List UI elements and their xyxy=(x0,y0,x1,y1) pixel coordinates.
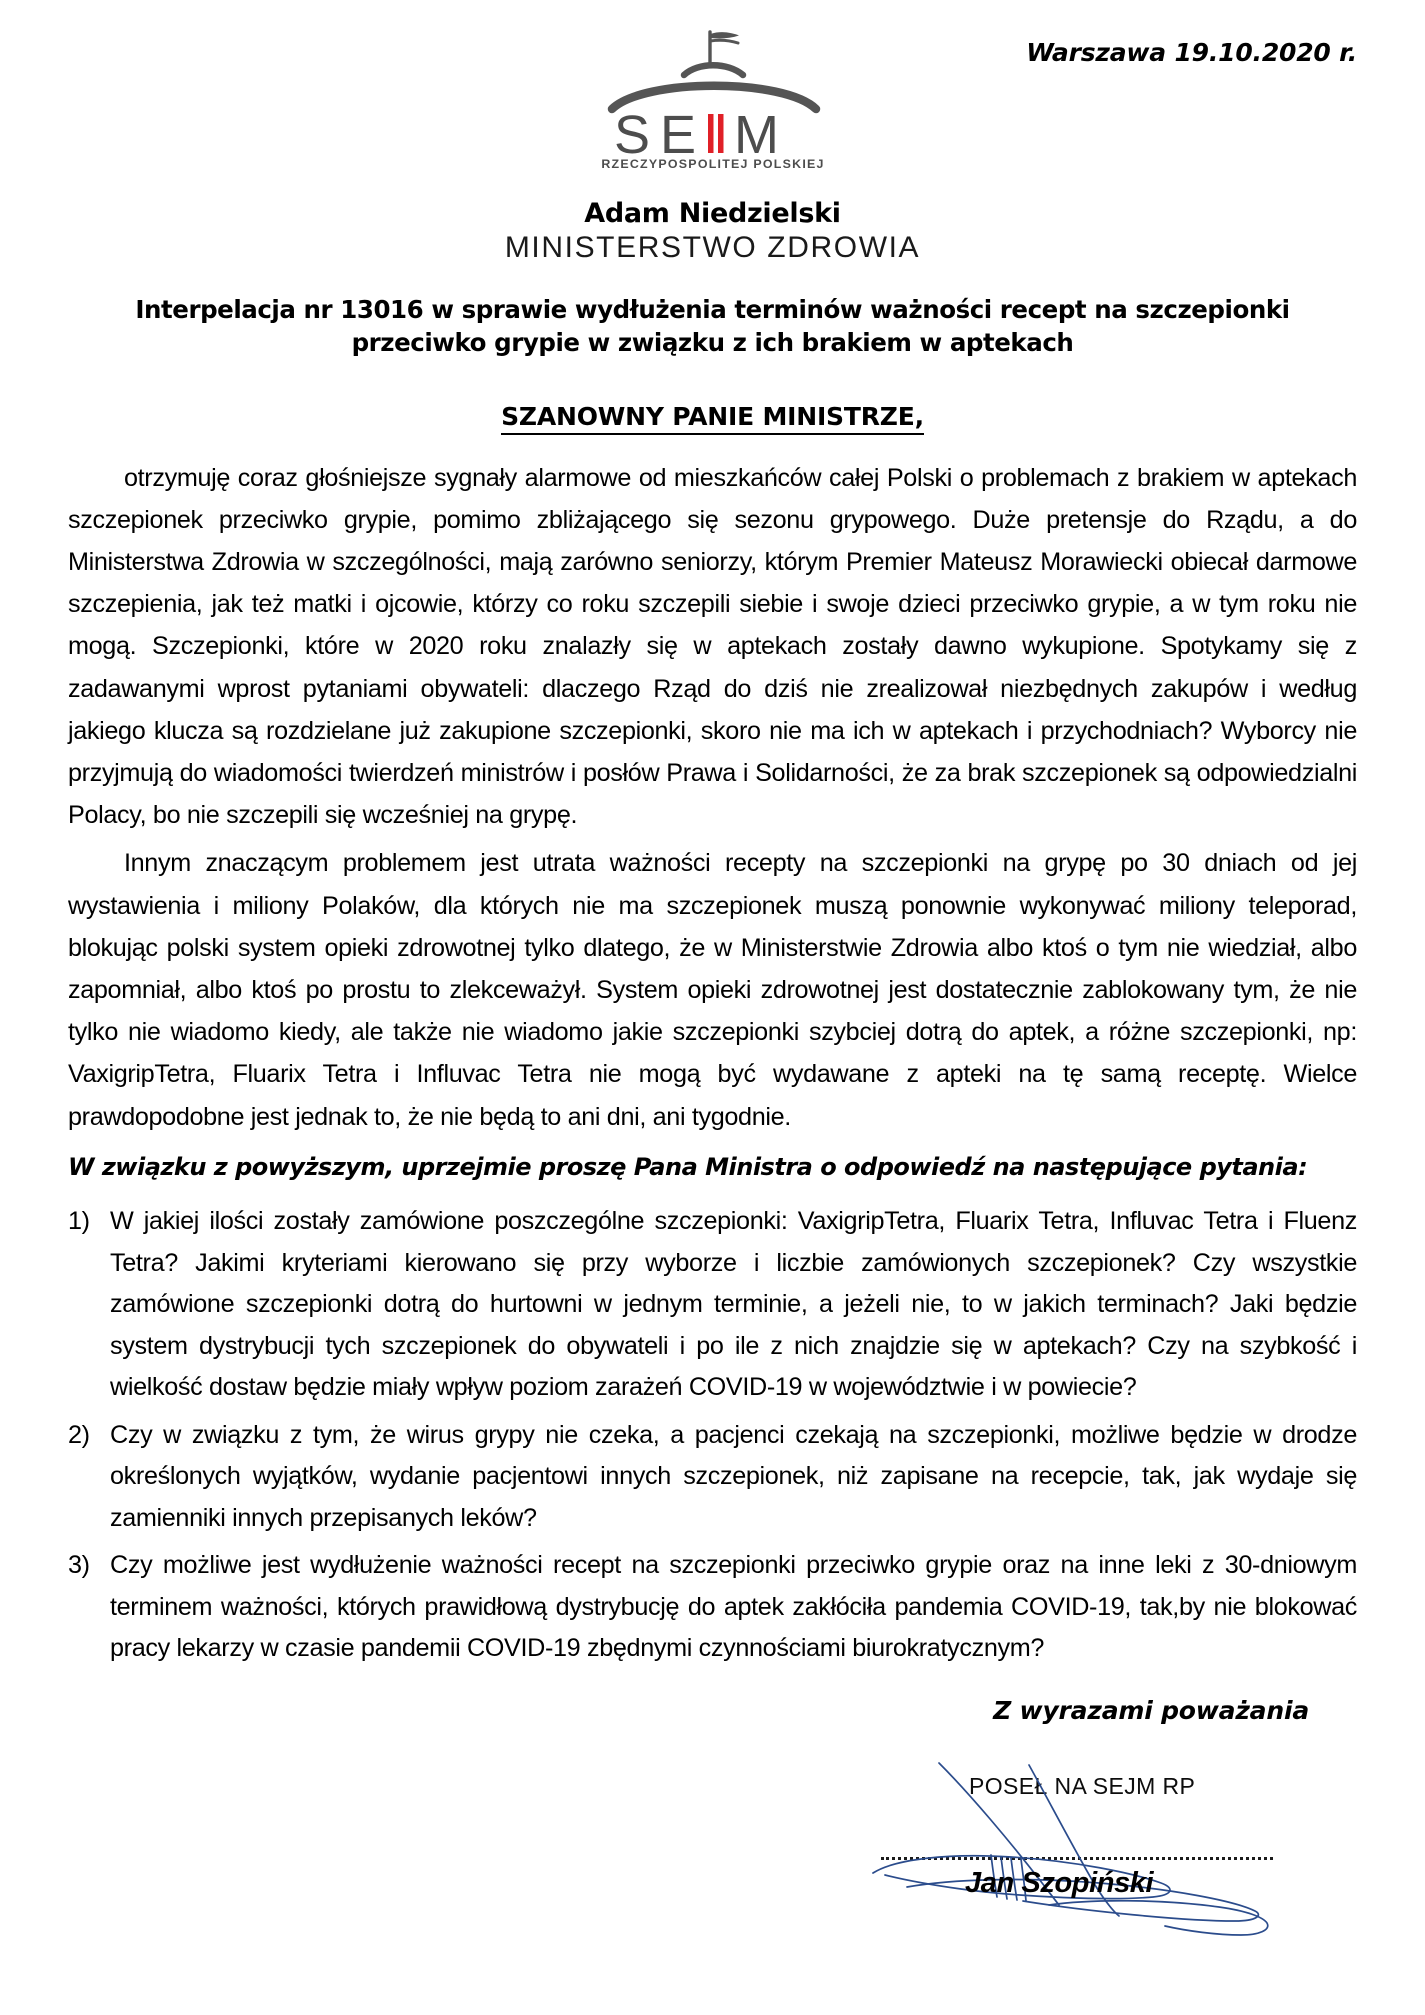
addressee-office: MINISTERSTWO ZDROWIA xyxy=(504,230,921,264)
request-line: W związku z powyższym, uprzejmie proszę Pana Ministra o odpowiedź na następujące pytania: xyxy=(68,1152,1308,1181)
document-header xyxy=(68,0,1357,180)
signature-name: Jan Szopiński xyxy=(965,1866,1154,1899)
signature-block xyxy=(68,1759,1357,1949)
sejm-logo xyxy=(588,18,838,168)
addressee-name: Adam Niedzielski xyxy=(584,198,841,229)
svg-text:M: M xyxy=(733,105,780,165)
sejm-crest-icon xyxy=(588,18,838,168)
document-body xyxy=(68,457,1357,1138)
paragraph: otrzymuję coraz głośniejsze sygnały alarmowe od mieszkańców całej Polski o problemach z brakiem w aptekach szczepionek przeciwko grypie, pomimo zbliżającego się sezonu grypowego. Duże pretensje do Rządu, a do Ministerstwa Zdrowia w szczególności, mają zarówno seniorzy, którym Premier Mateusz Morawiecki obiecał darmowe szczepienia, jak też matki i ojcowie, którzy co roku szczepili siebie i swoje dzieci przeciwko grypie, a w tym roku nie mogą. Szczepionki, które w 2020 roku znalazły się w aptekach zostały dawno wykupione. Spotykamy się z zadawanymi wprost pytaniami obywateli: dlaczego Rząd do dziś nie zrealizował niezbędnych zakupów i według jakiego klucza są rozdzielane już zakupione szczepionki, skoro nie ma ich w aptekach i przychodniach? Wyborcy nie przyjmują do wiadomości twierdzeń ministrów i posłów Prawa i Solidarności, że za brak szczepionek są odpowiedzialni Polacy, bo nie szczepili się wcześniej na grypę. xyxy=(68,463,1357,830)
svg-text:S: S xyxy=(613,105,651,165)
salutation-text: SZANOWNY PANIE MINISTRZE, xyxy=(501,402,924,435)
signature-role: POSEŁ NA SEJM RP xyxy=(969,1772,1196,1799)
signature-dotted-line xyxy=(881,1857,1273,1860)
sejm-logo-subtitle: RZECZYPOSPOLITEJ POLSKIEJ xyxy=(600,157,825,168)
paragraph: Innym znaczącym problemem jest utrata ważności recepty na szczepionki na grypę po 30 dniach od jej wystawienia i miliony Polaków, dla których nie ma szczepionek muszą ponownie wykonywać miliony teleporad, blokując polski system opieki zdrowotnej tylko dlatego, że w Ministerstwie Zdrowia albo ktoś o tym nie wiedział, albo zapomniał, albo ktoś po prostu to zlekceważył. System opieki zdrowotnej jest dostatecznie zablokowany tym, że nie tylko nie wiadomo kiedy, ale także nie wiadomo jakie szczepionki szybciej dotrą do aptek, a różne szczepionki, np: VaxigripTetra, Fluarix Tetra i Influvac Tetra nie mogą być wydawane z apteki na tę samą receptę. Wielce prawdopodobne jest jednak to, że nie będą to ani dni, ani tygodnie. xyxy=(68,849,1357,1131)
valediction: Z wyrazami poważania xyxy=(993,1695,1309,1725)
list-item-number: 2) xyxy=(68,1420,90,1449)
list-item-text: Czy w związku z tym, że wirus grypy nie czeka, a pacjenci czekają na szczepionki, możliwe będzie w drodze określonych wyjątków, wydanie pacjentowi innych szczepionek, niż zapisane na recepcie, tak, jak wydaje się zamienniki innych przepisanych leków? xyxy=(110,1420,1357,1532)
list-item xyxy=(68,1415,1357,1540)
list-item-number: 3) xyxy=(68,1551,90,1580)
svg-text:E: E xyxy=(659,105,697,165)
list-item-text: Czy możliwe jest wydłużenie ważności recept na szczepionki przeciwko grypie oraz na inne leki z 30-dniowym terminem ważności, których prawidłową dystrybucję do aptek zakłóciła pandemia COVID-19, tak,by nie blokować pracy lekarzy w czasie pandemii COVID-19 zbędnymi czynnościami biurokratycznym? xyxy=(110,1551,1357,1663)
document-date: Warszawa 19.10.2020 r. xyxy=(1026,38,1357,67)
list-item xyxy=(68,1545,1357,1670)
page-title: Interpelacja nr 13016 w sprawie wydłużenia terminów ważności recept na szczepionki przeciwko grypie w związku z ich brakiem w aptekach xyxy=(135,295,1290,358)
questions-list xyxy=(68,1201,1357,1670)
addressee-block xyxy=(68,198,1357,266)
salutation xyxy=(68,402,1357,431)
list-item-text: W jakiej ilości zostały zamówione poszczególne szczepionki: VaxigripTetra, Fluarix Tetra, Influvac Tetra i Fluenz Tetra? Jakimi kryteriami kierowano się przy wyborze i liczbie zamówionych szczepionek? Czy wszystkie zamówione szczepionki dotrą do hurtowni w jednym terminie, a jeżeli nie, to w jakich terminach? Jaki będzie system dystrybucji tych szczepionek do obywateli i po ile z nich znajdzie się w aptekach? Czy na szybkość i wielkość dostaw będzie miały wpływ poziom zarażeń COVID-19 w województwie i w powiecie? xyxy=(110,1207,1357,1402)
list-item xyxy=(68,1201,1357,1409)
list-item-number: 1) xyxy=(68,1207,90,1236)
